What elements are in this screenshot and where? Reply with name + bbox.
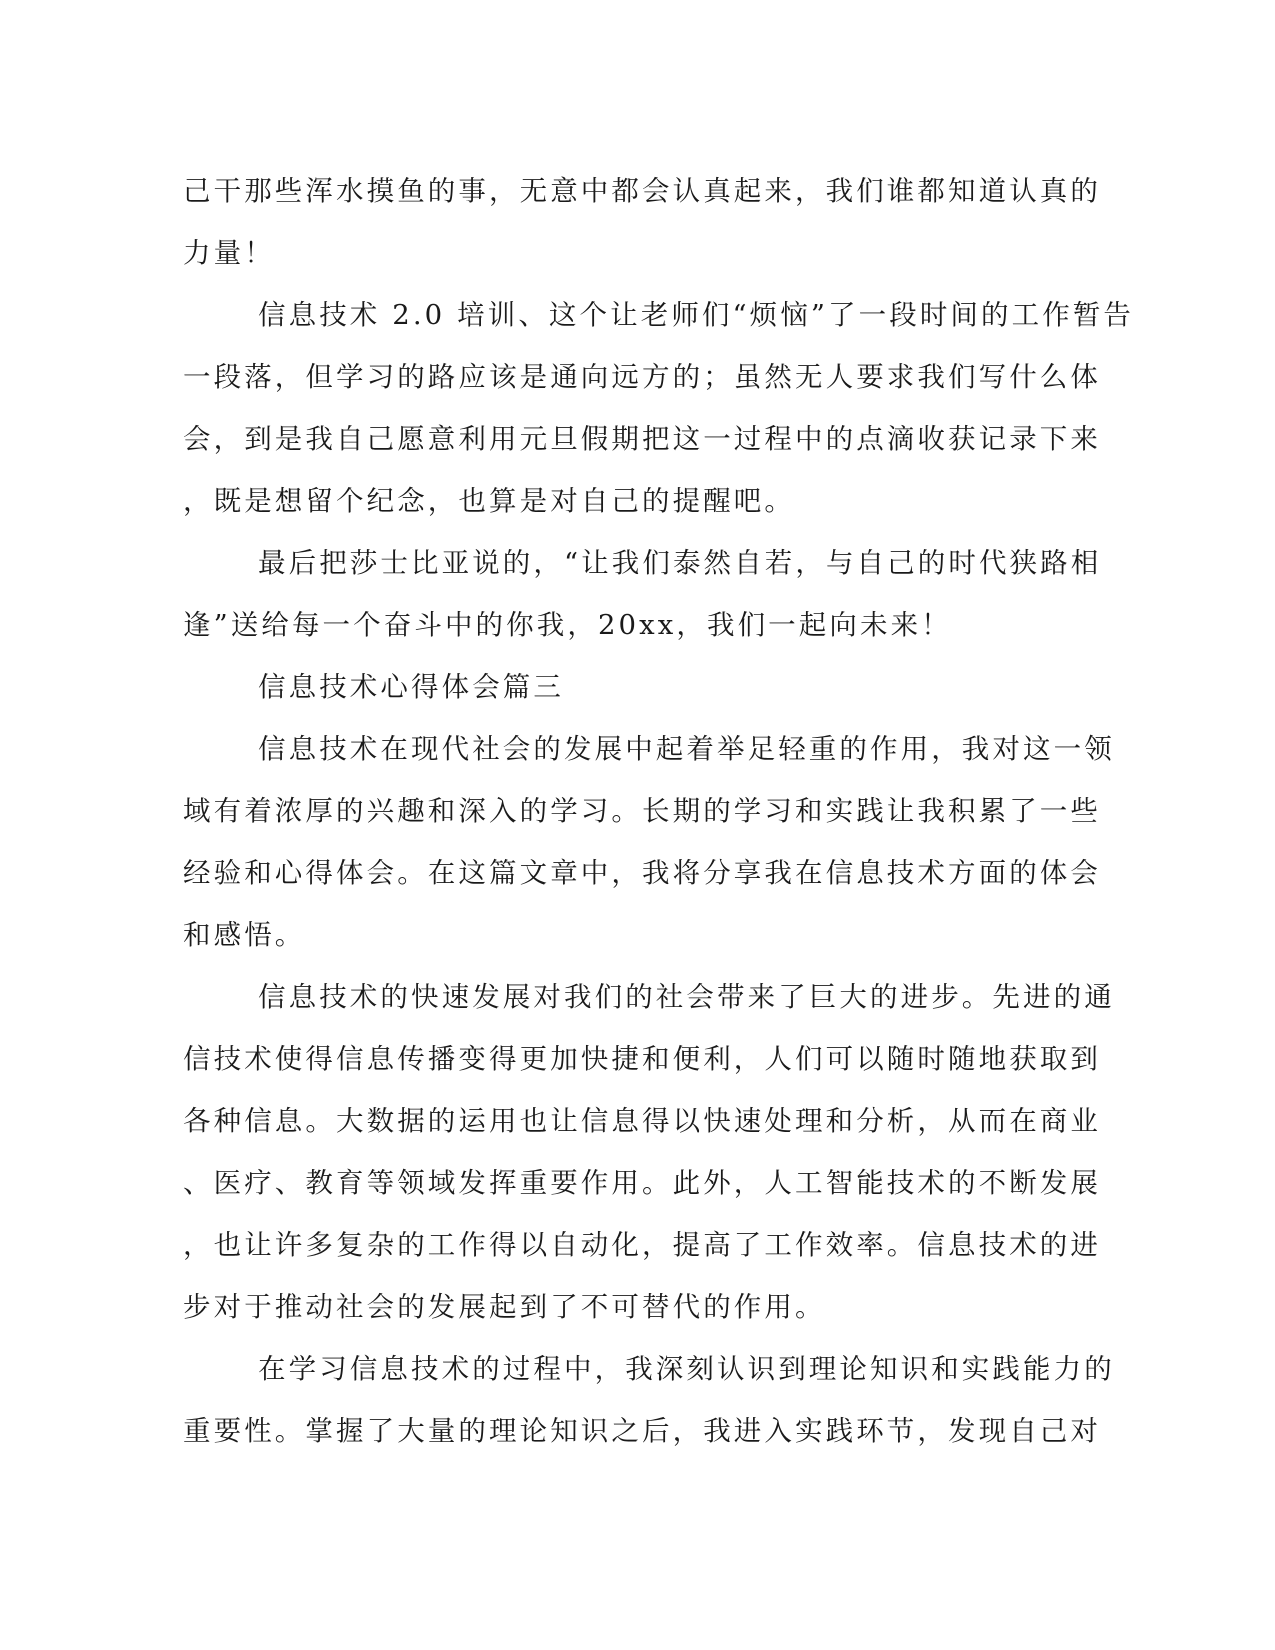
text-line: 会，到是我自己愿意利用元旦假期把这一过程中的点滴收获记录下来: [183, 423, 1101, 455]
text-line: 力量！: [183, 237, 275, 269]
document-body: [183, 160, 1135, 1462]
text-line: 重要性。掌握了大量的理论知识之后，我进入实践环节，发现自己对: [183, 1415, 1101, 1447]
paragraph-start-line: 最后把莎士比亚说的，“让我们泰然自若，与自己的时代狭路相: [258, 547, 1102, 579]
text-line: 域有着浓厚的兴趣和深入的学习。长期的学习和实践让我积累了一些: [183, 795, 1101, 827]
text-line: 经验和心得体会。在这篇文章中，我将分享我在信息技术方面的体会: [183, 857, 1101, 889]
text-line: ，也让许多复杂的工作得以自动化，提高了工作效率。信息技术的进: [183, 1229, 1101, 1261]
text-line: 、医疗、教育等领域发挥重要作用。此外，人工智能技术的不断发展: [183, 1167, 1101, 1199]
paragraph-start-line: 在学习信息技术的过程中，我深刻认识到理论知识和实践能力的: [258, 1353, 1115, 1385]
paragraph-start-line: 信息技术在现代社会的发展中起着举足轻重的作用，我对这一领: [258, 733, 1115, 765]
text-line: 步对于推动社会的发展起到了不可替代的作用。: [183, 1291, 826, 1323]
text-line: 一段落，但学习的路应该是通向远方的；虽然无人要求我们写什么体: [183, 361, 1101, 393]
paragraph-start-line: 信息技术的快速发展对我们的社会带来了巨大的进步。先进的通: [258, 981, 1115, 1013]
text-line: 信技术使得信息传播变得更加快捷和便利，人们可以随时随地获取到: [183, 1043, 1101, 1075]
text-line: 和感悟。: [183, 919, 306, 951]
text-line: 逢”送给每一个奋斗中的你我，20xx，我们一起向未来！: [183, 609, 952, 641]
section-heading: 信息技术心得体会篇三: [258, 671, 564, 703]
text-line: 己干那些浑水摸鱼的事，无意中都会认真起来，我们谁都知道认真的: [183, 175, 1101, 207]
text-line: ，既是想留个纪念，也算是对自己的提醒吧。: [183, 485, 795, 517]
paragraph-start-line: 信息技术 2.0 培训、这个让老师们“烦恼”了一段时间的工作暂告: [258, 299, 1135, 331]
text-line: 各种信息。大数据的运用也让信息得以快速处理和分析，从而在商业: [183, 1105, 1101, 1137]
